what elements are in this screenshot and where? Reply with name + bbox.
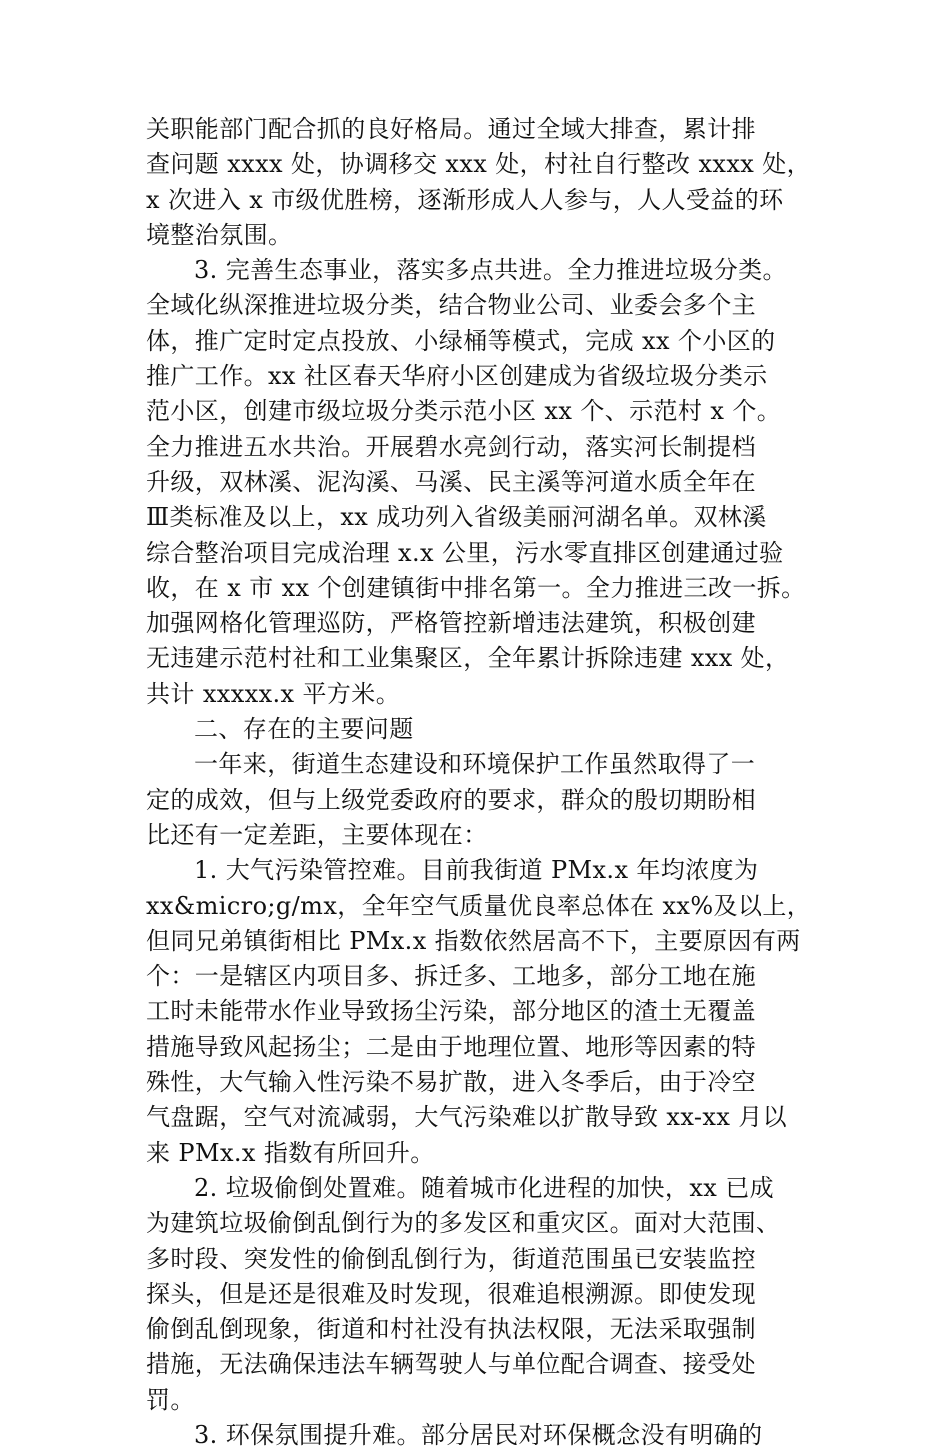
text-line: Ⅲ类标准及以上，xx 成功列入省级美丽河湖名单。双林溪 (146, 503, 767, 532)
text-line: 全力推进五水共治。开展碧水亮剑行动，落实河长制提档 (146, 432, 756, 461)
text-line: 措施导致风起扬尘；二是由于地理位置、地形等因素的特 (146, 1032, 756, 1061)
text-line: 偷倒乱倒现象，街道和村社没有执法权限，无法采取强制 (146, 1315, 756, 1344)
text-line: 收，在 x 市 xx 个创建镇街中排名第一。全力推进三改一拆。 (146, 573, 806, 602)
text-line: 共计 xxxxx.x 平方米。 (146, 679, 401, 708)
text-line: 查问题 xxxx 处，协调移交 xxx 处，村社自行整改 xxxx 处， (146, 150, 812, 179)
text-line: 2. 垃圾偷倒处置难。随着城市化进程的加快，xx 已成 (194, 1173, 775, 1202)
text-line: 综合整治项目完成治理 x.x 公里，污水零直排区创建通过验 (146, 538, 784, 567)
text-line: 为建筑垃圾偷倒乱倒行为的多发区和重灾区。面对大范围、 (146, 1209, 781, 1238)
text-line: 二、存在的主要问题 (194, 715, 414, 744)
text-line: 关职能部门配合抓的良好格局。通过全域大排查，累计排 (146, 115, 756, 143)
document-body (146, 112, 818, 1453)
text-line: 但同兄弟镇街相比 PMx.x 指数依然居高不下，主要原因有两 (146, 926, 801, 955)
text-line: 措施，无法确保违法车辆驾驶人与单位配合调查、接受处 (146, 1350, 756, 1379)
text-line: 定的成效，但与上级党委政府的要求，群众的殷切期盼相 (146, 785, 756, 814)
text-line: 加强网格化管理巡防，严格管控新增违法建筑，积极创建 (146, 609, 756, 638)
text-line: 范小区，创建市级垃圾分类示范小区 xx 个、示范村 x 个。 (146, 397, 782, 426)
text-line: 一年来，街道生态建设和环境保护工作虽然取得了一 (194, 750, 756, 779)
text-line: 来 PMx.x 指数有所回升。 (146, 1138, 435, 1167)
text-line: 罚。 (146, 1385, 195, 1414)
text-line: 气盘踞，空气对流减弱，大气污染难以扩散导致 xx-xx 月以 (146, 1103, 788, 1132)
text-line: 个：一是辖区内项目多、拆迁多、工地多，部分工地在施 (146, 962, 756, 991)
text-line: 3. 完善生态事业，落实多点共进。全力推进垃圾分类。 (194, 256, 787, 285)
text-line: x 次进入 x 市级优胜榜，逐渐形成人人参与，人人受益的环 (146, 185, 784, 214)
text-line: 比还有一定差距，主要体现在： (146, 820, 488, 849)
text-line: 殊性，大气输入性污染不易扩散，进入冬季后，由于冷空 (146, 1068, 756, 1097)
text-line: 1. 大气污染管控难。目前我街道 PMx.x 年均浓度为 (194, 856, 759, 885)
text-line: xx&micro;g/mx，全年空气质量优良率总体在 xx%及以上， (146, 891, 812, 920)
text-line: 3. 环保氛围提升难。部分居民对环保概念没有明确的 (194, 1420, 763, 1449)
text-line: 多时段、突发性的偷倒乱倒行为，街道范围虽已安装监控 (146, 1244, 756, 1273)
text-line: 探头，但是还是很难及时发现，很难追根溯源。即使发现 (146, 1279, 756, 1308)
text-line: 推广工作。xx 社区春天华府小区创建成为省级垃圾分类示 (146, 362, 768, 391)
text-line: 工时未能带水作业导致扬尘污染，部分地区的渣土无覆盖 (146, 997, 756, 1026)
text-line: 全域化纵深推进垃圾分类，结合物业公司、业委会多个主 (146, 291, 756, 320)
text-line: 体，推广定时定点投放、小绿桶等模式，完成 xx 个小区的 (146, 326, 776, 355)
text-line: 升级，双林溪、泥沟溪、马溪、民主溪等河道水质全年在 (146, 467, 756, 496)
text-line: 境整治氛围。 (146, 220, 293, 249)
text-line: 无违建示范村社和工业集聚区，全年累计拆除违建 xxx 处， (146, 644, 790, 673)
